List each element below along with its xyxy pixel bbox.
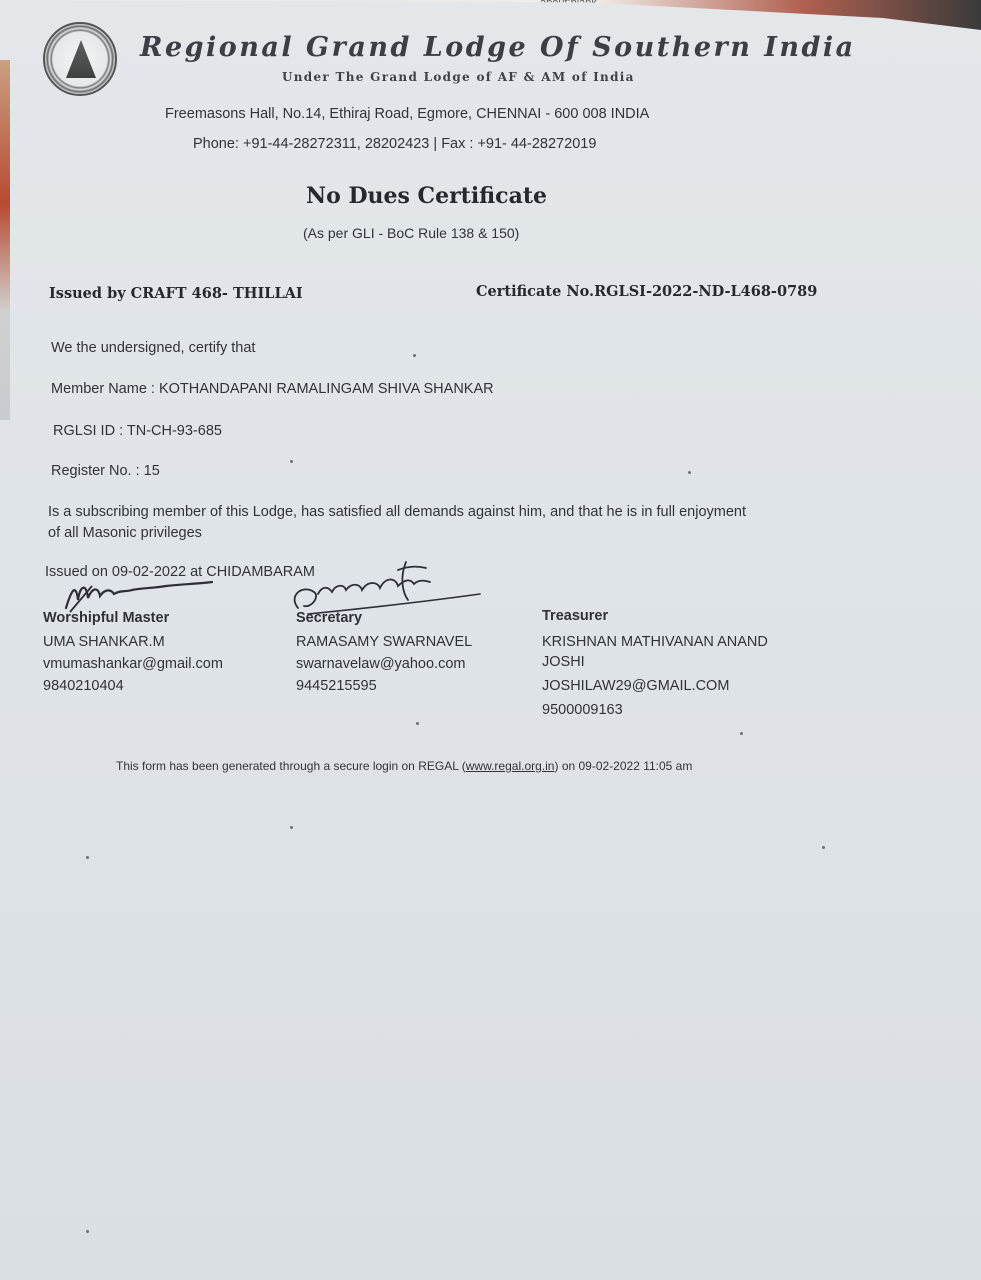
issued-on: Issued on 09-02-2022 at CHIDAMBARAM bbox=[45, 564, 315, 580]
generation-footer bbox=[116, 759, 692, 773]
lodge-subtitle: Under The Grand Lodge of AF & AM of India bbox=[282, 70, 635, 84]
paper-speck bbox=[86, 1230, 89, 1233]
treasurer-block bbox=[542, 608, 782, 724]
lodge-address: Freemasons Hall, No.14, Ethiraj Road, Egmore, CHENNAI - 600 008 INDIA bbox=[165, 106, 650, 122]
register-number: Register No. : 15 bbox=[51, 463, 160, 479]
worshipful-master-signature bbox=[62, 578, 222, 614]
membership-statement: Is a subscribing member of this Lodge, has satisfied all demands against him, and that he is in full enjoyment of all Masonic privileges bbox=[48, 504, 746, 541]
certify-intro: We the undersigned, certify that bbox=[51, 340, 256, 356]
paper-speck bbox=[413, 354, 416, 357]
footer-prefix: This form has been generated through a secure login on REGAL ( bbox=[116, 759, 466, 773]
certificate-title: No Dues Certificate bbox=[306, 183, 547, 209]
worshipful-master-email: vmumashankar@gmail.com bbox=[43, 656, 223, 672]
paper-speck bbox=[86, 856, 89, 859]
secretary-phone: 9445215595 bbox=[296, 678, 377, 694]
secretary-email: swarnavelaw@yahoo.com bbox=[296, 656, 466, 672]
paper-speck bbox=[290, 460, 293, 463]
footer-suffix: ) on 09-02-2022 11:05 am bbox=[554, 759, 693, 773]
paper-speck bbox=[740, 732, 743, 735]
secretary-block bbox=[296, 610, 472, 700]
regal-link[interactable]: www.regal.org.in bbox=[465, 759, 555, 773]
issued-by: Issued by CRAFT 468- THILLAI bbox=[49, 285, 303, 302]
treasurer-email: JOSHILAW29@GMAIL.COM bbox=[542, 678, 730, 694]
treasurer-name: KRISHNAN MATHIVANAN ANAND JOSHI bbox=[542, 634, 768, 670]
lodge-phone-fax: Phone: +91-44-28272311, 28202423 | Fax : +91- 44-28272019 bbox=[193, 136, 597, 152]
paper-speck bbox=[822, 846, 825, 849]
member-name: Member Name : KOTHANDAPANI RAMALINGAM SHIVA SHANKAR bbox=[51, 381, 494, 397]
certificate-number: Certificate No.RGLSI-2022-ND-L468-0789 bbox=[476, 283, 818, 300]
paper-speck bbox=[688, 471, 691, 474]
worshipful-master-name: UMA SHANKAR.M bbox=[43, 634, 165, 650]
lodge-name: Regional Grand Lodge Of Southern India bbox=[140, 32, 856, 63]
lodge-seal-icon bbox=[43, 22, 117, 96]
treasurer-phone: 9500009163 bbox=[542, 702, 623, 718]
certificate-rule: (As per GLI - BoC Rule 138 & 150) bbox=[303, 225, 520, 241]
worshipful-master-phone: 9840210404 bbox=[43, 678, 124, 694]
paper-speck bbox=[416, 722, 419, 725]
secretary-name: RAMASAMY SWARNAVEL bbox=[296, 634, 473, 650]
paper-speck bbox=[290, 826, 293, 829]
secretary-role: Secretary bbox=[296, 610, 363, 626]
paper-edge-shadow bbox=[0, 60, 10, 420]
rglsi-id: RGLSI ID : TN-CH-93-685 bbox=[53, 423, 222, 439]
seal-emblem-icon bbox=[66, 40, 96, 78]
worshipful-master-role: Worshipful Master bbox=[43, 610, 170, 626]
treasurer-role: Treasurer bbox=[542, 608, 609, 624]
worshipful-master-block bbox=[43, 610, 223, 700]
